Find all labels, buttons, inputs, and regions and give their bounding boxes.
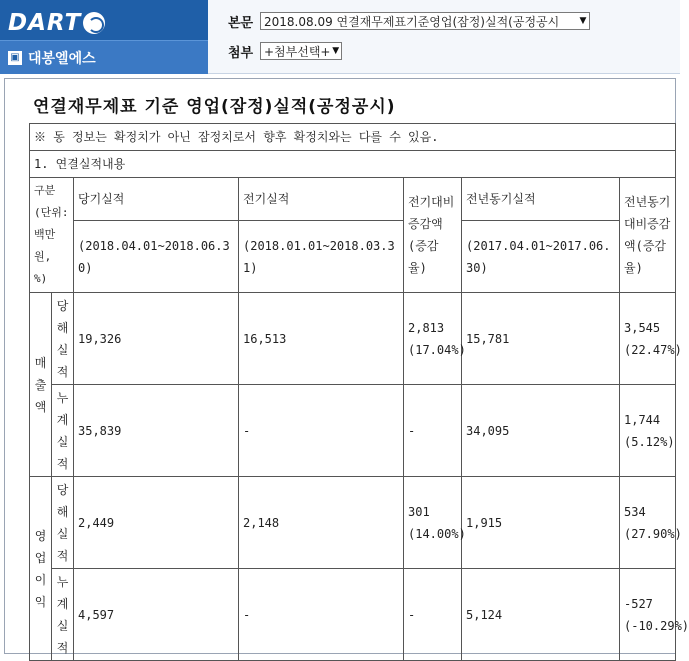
section-heading: 1. 연결실적내용 [30, 151, 676, 178]
cell-yoy-change [620, 293, 682, 385]
cell-yoy-change-value: 534 [624, 504, 646, 519]
dart-logo-text: DART [8, 10, 82, 36]
cell-yoy-change-value: 3,545 [624, 320, 661, 335]
cell-prev: 16,513 [239, 293, 404, 385]
header-current: 당기실적 [74, 178, 239, 221]
cell-yoy-change-rate: (27.90%) [624, 526, 682, 541]
cell-qoq-rate: (17.04%) [408, 342, 466, 357]
cell-prev: 2,148 [239, 477, 404, 569]
cell-prev: - [239, 569, 404, 661]
main-doc-select[interactable] [260, 12, 590, 30]
document-controls [208, 0, 680, 74]
main-doc-row [228, 10, 680, 32]
chevron-down-icon: ▼ [579, 16, 587, 26]
cell-yoy: 15,781 [462, 293, 620, 385]
header-prev: 전기실적 [239, 178, 404, 221]
cell-yoy-change-value: 1,744 [624, 412, 661, 427]
cell-prev: - [239, 385, 404, 477]
header-prev-period: (2018.01.01~2018.03.31) [239, 221, 404, 293]
company-name[interactable]: 대봉엘에스 [28, 50, 96, 67]
row-group-operating-profit: 영업이익 [30, 477, 52, 661]
document-frame[interactable] [4, 78, 689, 655]
cell-current: 19,326 [74, 293, 239, 385]
main-doc-value: 2018.08.09 연결재무제표기준영업(잠정)실적(공정공시 [264, 14, 560, 29]
header-current-period: (2018.04.01~2018.06.30) [74, 221, 239, 293]
logo[interactable] [0, 0, 208, 40]
cell-qoq-value: 2,813 [408, 320, 445, 335]
building-icon: ▣ [8, 51, 22, 65]
header-unit: 구분(단위: 백만원, %) [30, 178, 74, 293]
cell-qoq: - [404, 385, 462, 477]
attach-row [228, 40, 680, 62]
cell-yoy: 1,915 [462, 477, 620, 569]
cell-yoy-change-rate: (-10.29%) [624, 618, 689, 633]
cell-yoy-change-rate: (22.47%) [624, 342, 682, 357]
main-doc-label: 본문 [228, 15, 254, 31]
row-sub-label: 누계실적 [52, 385, 74, 477]
chevron-down-icon: ▼ [332, 46, 340, 56]
cell-yoy-change-rate: (5.12%) [624, 434, 675, 449]
header-yoy-period: (2017.04.01~2017.06.30) [462, 221, 620, 293]
cell-qoq [404, 293, 466, 385]
cell-yoy: 5,124 [462, 569, 620, 661]
dart-header [0, 0, 680, 74]
brand-panel [0, 0, 208, 74]
document-title: 연결재무제표 기준 영업(잠정)실적(공정공시) [33, 97, 396, 117]
disclaimer-note: ※ 동 정보는 확정치가 아닌 잠정치로서 향후 확정치와는 다를 수 있음. [30, 124, 676, 151]
cell-yoy-change [620, 477, 682, 569]
row-sub-label: 당해실적 [52, 477, 74, 569]
header-yoy-change: 전년동기대비증감액(증감율) [620, 178, 676, 293]
cell-current: 4,597 [74, 569, 239, 661]
cell-current: 2,449 [74, 477, 239, 569]
earnings-table [29, 123, 689, 661]
attach-select[interactable] [260, 42, 342, 60]
cell-yoy: 34,095 [462, 385, 620, 477]
cell-qoq-value: 301 [408, 504, 430, 519]
cell-current: 35,839 [74, 385, 239, 477]
cell-yoy-change-value: -527 [624, 596, 653, 611]
cell-yoy-change [620, 569, 689, 661]
cell-qoq: - [404, 569, 462, 661]
attach-label: 첨부 [228, 45, 254, 61]
header-qoq: 전기대비증감액(증감율) [404, 178, 462, 293]
cell-yoy-change [620, 385, 676, 477]
header-yoy: 전년동기실적 [462, 178, 620, 221]
row-sub-label: 당해실적 [52, 293, 74, 385]
row-group-sales: 매출액 [30, 293, 52, 477]
logo-globe-icon [83, 12, 105, 34]
company-bar [0, 40, 208, 74]
cell-qoq [404, 477, 466, 569]
row-sub-label: 누계실적 [52, 569, 74, 661]
cell-qoq-rate: (14.00%) [408, 526, 466, 541]
attach-value: +첨부선택+ [264, 44, 331, 59]
